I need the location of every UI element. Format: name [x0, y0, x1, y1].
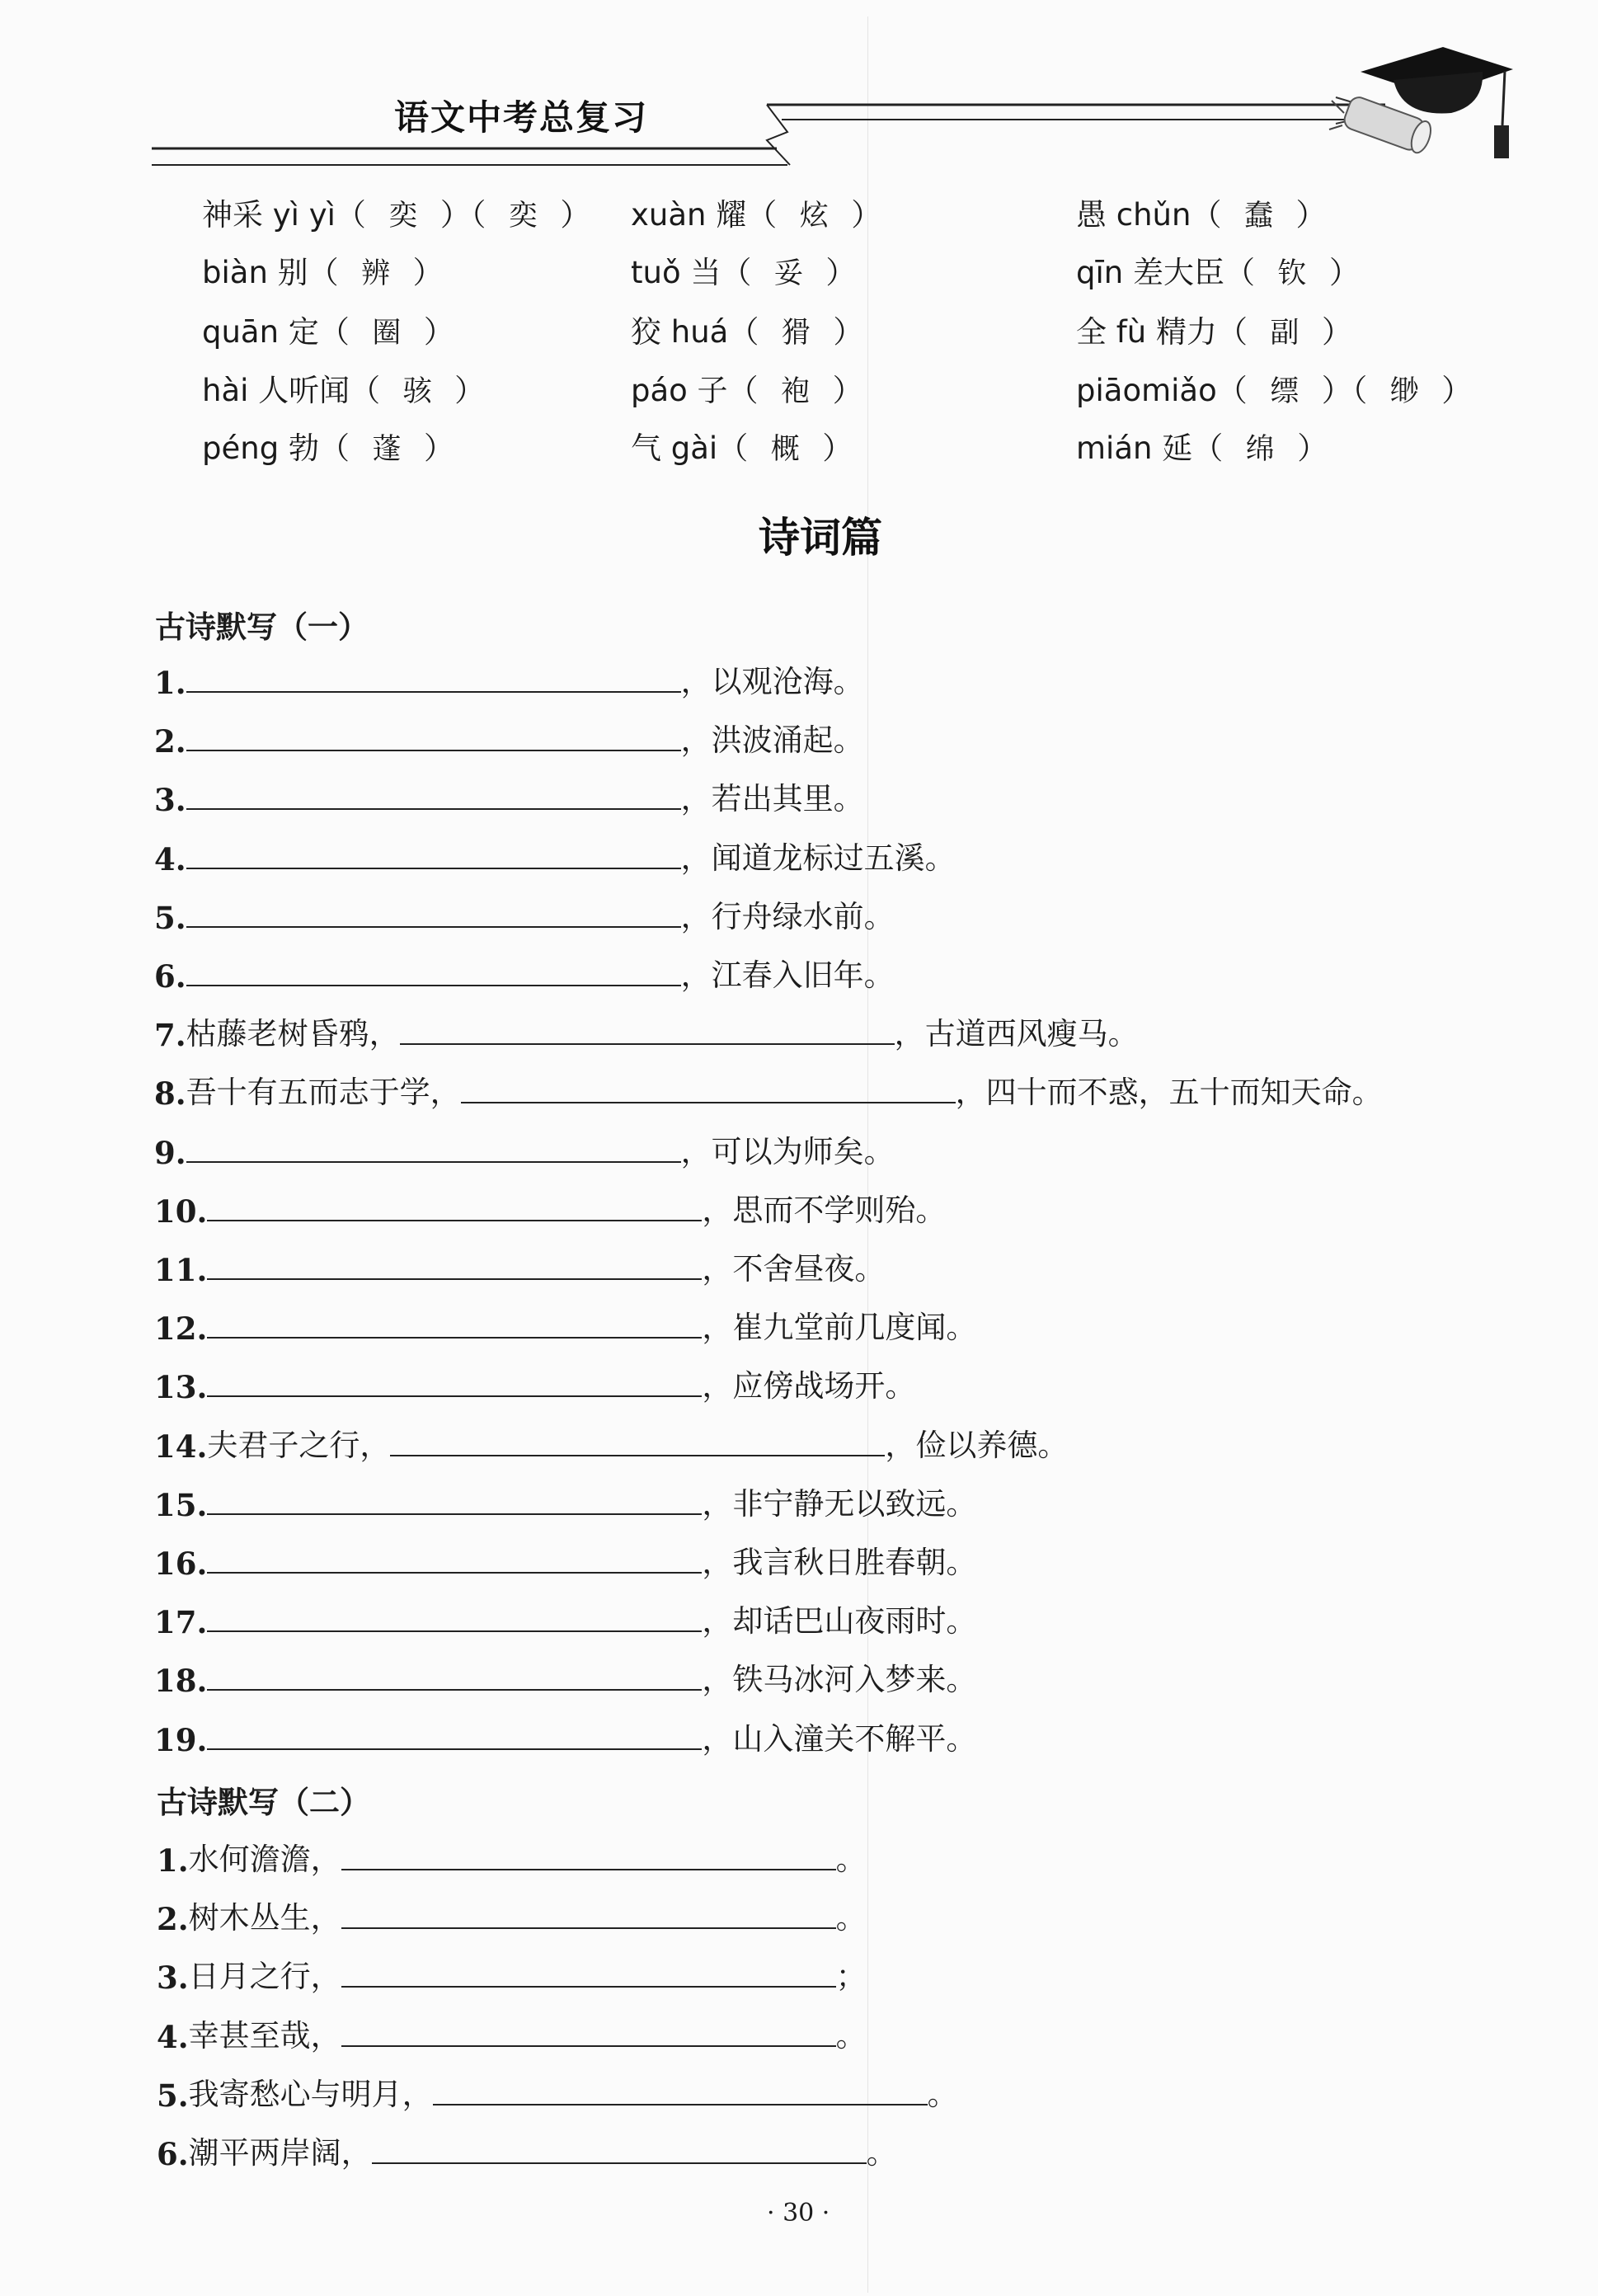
vocab-answer: 蠢 [1243, 200, 1273, 233]
question-continuation: ，山入潼关不解平。 [702, 1720, 977, 1757]
vocab-bracket: ） [1441, 373, 1473, 408]
question-number: 8. [154, 1075, 186, 1113]
question-continuation: ，若出其里。 [680, 781, 864, 817]
vocab-answer: 妥 [773, 257, 803, 290]
question-continuation: ，四十而不惑，五十而知天命。 [955, 1075, 1383, 1111]
question-row [154, 656, 864, 701]
vocab-answer: 绵 [1245, 433, 1275, 466]
question-row [154, 1420, 1068, 1465]
vocab-bracket: ） [423, 430, 454, 466]
question-continuation: ，江春入旧年。 [680, 957, 895, 993]
vocab-answer: 蓬 [372, 433, 402, 466]
section-title: 诗词篇 [759, 514, 882, 562]
question-row [154, 1596, 976, 1640]
vocab-answer: 缈 [1389, 375, 1419, 408]
question-row [154, 1185, 946, 1230]
vocab-bracket: ） [412, 255, 444, 290]
vocab-item [631, 365, 863, 410]
question-number: 19. [154, 1721, 208, 1758]
question-row [154, 715, 864, 760]
answer-blank[interactable] [207, 1748, 702, 1750]
question-number: 12. [154, 1310, 208, 1348]
vocab-prompt: qīn 差大臣（ [1076, 255, 1255, 290]
question-row [157, 2128, 897, 2172]
question-prompt: 枯藤老树昏鸦， [186, 1016, 400, 1052]
vocab-item [631, 307, 863, 351]
question-row [154, 1537, 976, 1582]
question-prompt: 夫君子之行， [207, 1427, 391, 1463]
question-continuation: 。 [835, 2017, 867, 2054]
question-row [157, 2069, 958, 2114]
vocab-answer: 猾 [781, 317, 811, 350]
vocab-prompt: péng 勃（ [202, 430, 350, 466]
vocab-item [1076, 365, 1472, 410]
vocab-answer: 副 [1270, 317, 1300, 350]
question-row [154, 1009, 1139, 1053]
vocab-prompt: 神采 yì yì（ [202, 197, 366, 233]
question-row [157, 1951, 867, 1996]
vocab-item [1076, 190, 1326, 234]
vocab-bracket: ） [560, 197, 591, 233]
vocab-prompt: 气 gài（ [631, 430, 749, 466]
vocab-answer: 概 [770, 433, 800, 466]
part1-title: 古诗默写（一） [155, 609, 369, 645]
answer-blank[interactable] [207, 1630, 702, 1632]
answer-blank[interactable] [433, 2103, 928, 2105]
question-row [154, 892, 895, 936]
vocab-bracket: ） [851, 197, 882, 233]
answer-blank[interactable] [186, 807, 681, 810]
question-prompt: 幸甚至哉， [188, 2017, 341, 2054]
vocab-bracket: ）（ [1321, 373, 1368, 408]
vocab-bracket: ） [832, 373, 863, 408]
question-continuation: ，崔九堂前几度闻。 [702, 1310, 977, 1346]
question-number: 9. [154, 1134, 186, 1171]
answer-blank[interactable] [207, 1277, 702, 1280]
question-row [154, 833, 956, 877]
vocab-prompt: quān 定（ [202, 314, 350, 350]
answer-blank[interactable] [372, 2162, 867, 2164]
question-number: 1. [157, 1842, 189, 1879]
vocab-item [631, 423, 853, 468]
vocab-answer: 炫 [799, 200, 829, 233]
vocab-item [1076, 423, 1328, 468]
vocab-bracket: ） [1322, 314, 1352, 350]
vocab-prompt: páo 子（ [631, 373, 759, 408]
answer-blank[interactable] [207, 1395, 702, 1397]
vocab-bracket: ） [1297, 430, 1328, 466]
vocab-item [202, 190, 590, 234]
vocab-bracket: ） [454, 373, 486, 408]
question-continuation: ，铁马冰河入梦来。 [702, 1662, 977, 1698]
answer-blank[interactable] [207, 1513, 702, 1515]
question-number: 15. [154, 1486, 208, 1523]
question-row [154, 1361, 915, 1405]
question-row [154, 774, 864, 818]
vocab-bracket: ） [822, 430, 853, 466]
question-number: 18. [154, 1663, 208, 1700]
question-continuation: ，洪波涌起。 [680, 722, 864, 759]
answer-blank[interactable] [186, 1160, 681, 1163]
question-prompt: 我寄愁心与明月， [188, 2076, 433, 2112]
vocab-item [202, 247, 444, 292]
question-prompt: 水何澹澹， [188, 1842, 341, 1877]
question-continuation: ，非宁静无以致远。 [702, 1485, 977, 1522]
answer-blank[interactable] [207, 1688, 702, 1691]
vocab-answer: 袍 [781, 375, 811, 408]
answer-blank[interactable] [400, 1042, 895, 1045]
question-row [157, 1834, 867, 1879]
question-continuation: ，不舍昼夜。 [702, 1251, 886, 1287]
question-number: 6. [154, 958, 186, 995]
answer-blank[interactable] [207, 1571, 702, 1574]
question-row [154, 1067, 1383, 1112]
question-row [157, 2011, 867, 2055]
question-row [154, 1127, 895, 1171]
graduation-cap-icon [1328, 35, 1517, 175]
question-continuation: ，却话巴山夜雨时。 [702, 1603, 977, 1640]
vocab-answer: 骇 [402, 375, 432, 408]
question-number: 10. [154, 1193, 208, 1230]
answer-blank[interactable] [341, 1927, 836, 1929]
question-continuation: 。 [835, 1842, 867, 1877]
question-continuation: 。 [835, 1900, 867, 1936]
question-number: 13. [154, 1369, 208, 1406]
vocab-answer: 缥 [1270, 375, 1300, 408]
answer-blank[interactable] [341, 1868, 836, 1870]
vocab-bracket: ） [825, 255, 857, 290]
vocab-bracket: ） [833, 314, 864, 350]
question-prompt: 吾十有五而志于学， [186, 1075, 461, 1111]
vocab-prompt: 狡 huá（ [631, 314, 759, 350]
question-continuation: ，我言秋日胜春朝。 [702, 1545, 977, 1580]
vocab-prompt: biàn 别（ [202, 255, 339, 290]
question-row [154, 950, 895, 995]
vocab-item [202, 307, 454, 351]
question-number: 6. [157, 2136, 189, 2172]
vocab-prompt: 愚 chǔn（ [1076, 197, 1222, 233]
vocab-answer: 钦 [1277, 257, 1307, 290]
question-continuation: ，行舟绿水前。 [680, 898, 895, 934]
vocab-prompt: piāomiǎo（ [1076, 373, 1248, 408]
vocab-bracket: ）（ [439, 197, 486, 233]
question-continuation: ，古道西风瘦马。 [894, 1016, 1139, 1052]
vocab-prompt: tuǒ 当（ [631, 255, 752, 290]
vocab-bracket: ） [1295, 197, 1327, 233]
answer-blank[interactable] [390, 1454, 885, 1456]
vocab-item [202, 365, 485, 410]
question-number: 3. [154, 782, 186, 819]
part2-title: 古诗默写（二） [157, 1784, 370, 1820]
vocab-item [1076, 307, 1352, 351]
vocab-bracket: ） [423, 314, 454, 350]
vocab-prompt: xuàn 耀（ [631, 197, 778, 233]
vocab-item [1076, 247, 1360, 292]
answer-blank[interactable] [186, 690, 681, 693]
vocab-bracket: ） [1328, 255, 1360, 290]
answer-blank[interactable] [186, 749, 681, 751]
page-number: · 30 · [767, 2199, 830, 2228]
vocab-prompt: mián 延（ [1076, 430, 1224, 466]
answer-blank[interactable] [461, 1101, 956, 1103]
question-number: 4. [157, 2018, 189, 2055]
vocab-item [631, 247, 856, 292]
question-number: 3. [157, 1960, 189, 1997]
question-number: 16. [154, 1546, 208, 1582]
question-number: 7. [154, 1017, 186, 1054]
answer-blank[interactable] [207, 1219, 702, 1221]
vocab-answer: 奕 [388, 200, 418, 233]
question-continuation: 。 [927, 2076, 958, 2112]
vocab-answer: 奕 [508, 200, 538, 233]
question-row [157, 1893, 867, 1937]
answer-blank[interactable] [207, 1336, 702, 1339]
vocab-answer: 辨 [361, 257, 391, 290]
question-row [154, 1714, 976, 1758]
question-prompt: 潮平两岸阔， [188, 2135, 372, 2171]
question-continuation: ，闻道龙标过五溪。 [680, 840, 956, 876]
question-row [154, 1654, 976, 1699]
question-continuation: 。 [866, 2135, 897, 2171]
question-prompt: 日月之行， [188, 1959, 341, 1995]
question-number: 2. [157, 1901, 189, 1938]
vocab-item [202, 423, 454, 468]
vocab-prompt: 全 fù 精力（ [1076, 314, 1248, 350]
question-number: 11. [154, 1252, 208, 1288]
vocab-item [631, 190, 881, 234]
question-row [154, 1244, 885, 1288]
answer-blank[interactable] [186, 984, 681, 986]
header-title: 语文中考总复习 [394, 97, 649, 138]
vocab-answer: 圈 [372, 317, 402, 350]
question-number: 2. [154, 723, 186, 760]
answer-blank[interactable] [186, 867, 681, 869]
question-prompt: 树木丛生， [188, 1900, 341, 1936]
question-number: 17. [154, 1604, 208, 1641]
question-number: 14. [154, 1428, 208, 1465]
question-continuation: ，思而不学则殆。 [702, 1192, 947, 1228]
question-continuation: ，俭以养德。 [885, 1427, 1069, 1463]
question-continuation: ； [835, 1959, 867, 1995]
answer-blank[interactable] [186, 925, 681, 928]
question-continuation: ，应傍战场开。 [702, 1368, 916, 1404]
question-continuation: ，以观沧海。 [680, 664, 864, 699]
question-continuation: ，可以为师矣。 [680, 1133, 895, 1169]
answer-blank[interactable] [341, 2044, 836, 2047]
vocab-prompt: hài 人听闻（ [202, 373, 381, 408]
question-row [154, 1302, 976, 1347]
question-row [154, 1479, 976, 1523]
answer-blank[interactable] [341, 1985, 836, 1988]
question-number: 4. [154, 840, 186, 877]
question-number: 5. [157, 2077, 189, 2114]
question-number: 1. [154, 665, 186, 701]
question-number: 5. [154, 899, 186, 936]
